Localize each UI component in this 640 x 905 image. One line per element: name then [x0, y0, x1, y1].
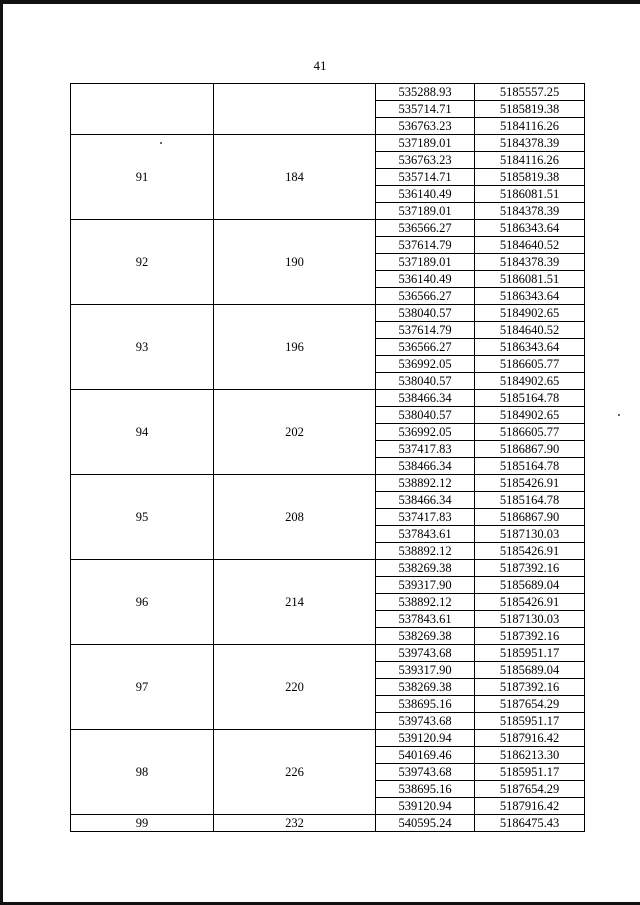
x-coordinate-cell: 538040.57	[376, 305, 475, 322]
group-value-cell: 232	[214, 815, 376, 832]
y-coordinate-cell: 5185951.17	[475, 713, 585, 730]
x-coordinate-cell: 537614.79	[376, 237, 475, 254]
x-coordinate-cell: 539120.94	[376, 798, 475, 815]
x-coordinate-cell: 538466.34	[376, 458, 475, 475]
y-coordinate-cell: 5186213.30	[475, 747, 585, 764]
group-number-cell: 98	[71, 730, 214, 815]
y-coordinate-cell: 5184378.39	[475, 135, 585, 152]
group-number-cell: 92	[71, 220, 214, 305]
table-row	[71, 815, 585, 832]
x-coordinate-cell: 537417.83	[376, 441, 475, 458]
x-coordinate-cell: 538695.16	[376, 781, 475, 798]
table-row	[71, 305, 585, 322]
x-coordinate-cell: 535288.93	[376, 84, 475, 101]
y-coordinate-cell: 5186081.51	[475, 271, 585, 288]
x-coordinate-cell: 539743.68	[376, 713, 475, 730]
x-coordinate-cell: 536763.23	[376, 118, 475, 135]
x-coordinate-cell: 537417.83	[376, 509, 475, 526]
x-coordinate-cell: 538040.57	[376, 407, 475, 424]
group-number-cell: 93	[71, 305, 214, 390]
y-coordinate-cell: 5187916.42	[475, 798, 585, 815]
group-value-cell	[214, 84, 376, 135]
y-coordinate-cell: 5184640.52	[475, 322, 585, 339]
table-row	[71, 84, 585, 101]
x-coordinate-cell: 539317.90	[376, 662, 475, 679]
scan-edge-top	[0, 0, 640, 4]
y-coordinate-cell: 5185951.17	[475, 645, 585, 662]
y-coordinate-cell: 5187654.29	[475, 781, 585, 798]
x-coordinate-cell: 539317.90	[376, 577, 475, 594]
x-coordinate-cell: 538892.12	[376, 594, 475, 611]
x-coordinate-cell: 540595.24	[376, 815, 475, 832]
y-coordinate-cell: 5184640.52	[475, 237, 585, 254]
x-coordinate-cell: 538892.12	[376, 475, 475, 492]
y-coordinate-cell: 5186867.90	[475, 441, 585, 458]
x-coordinate-cell: 537189.01	[376, 254, 475, 271]
y-coordinate-cell: 5184378.39	[475, 203, 585, 220]
group-number-cell: 91	[71, 135, 214, 220]
y-coordinate-cell: 5184902.65	[475, 407, 585, 424]
x-coordinate-cell: 536140.49	[376, 271, 475, 288]
y-coordinate-cell: 5184378.39	[475, 254, 585, 271]
x-coordinate-cell: 535714.71	[376, 101, 475, 118]
x-coordinate-cell: 538466.34	[376, 390, 475, 407]
group-number-cell: 95	[71, 475, 214, 560]
y-coordinate-cell: 5186081.51	[475, 186, 585, 203]
y-coordinate-cell: 5186343.64	[475, 339, 585, 356]
y-coordinate-cell: 5187130.03	[475, 526, 585, 543]
x-coordinate-cell: 537843.61	[376, 611, 475, 628]
scan-edge-left	[0, 0, 3, 905]
group-value-cell: 226	[214, 730, 376, 815]
x-coordinate-cell: 540169.46	[376, 747, 475, 764]
y-coordinate-cell: 5187916.42	[475, 730, 585, 747]
x-coordinate-cell: 538269.38	[376, 560, 475, 577]
group-number-cell: 96	[71, 560, 214, 645]
scan-speck	[618, 414, 620, 416]
y-coordinate-cell: 5184116.26	[475, 118, 585, 135]
y-coordinate-cell: 5185426.91	[475, 475, 585, 492]
coordinates-table	[70, 83, 585, 832]
y-coordinate-cell: 5184902.65	[475, 373, 585, 390]
x-coordinate-cell: 538695.16	[376, 696, 475, 713]
group-value-cell: 196	[214, 305, 376, 390]
x-coordinate-cell: 538040.57	[376, 373, 475, 390]
y-coordinate-cell: 5186343.64	[475, 220, 585, 237]
x-coordinate-cell: 536566.27	[376, 220, 475, 237]
x-coordinate-cell: 538892.12	[376, 543, 475, 560]
x-coordinate-cell: 538269.38	[376, 628, 475, 645]
table-row	[71, 390, 585, 407]
x-coordinate-cell: 537614.79	[376, 322, 475, 339]
y-coordinate-cell: 5185951.17	[475, 764, 585, 781]
group-value-cell: 214	[214, 560, 376, 645]
x-coordinate-cell: 538466.34	[376, 492, 475, 509]
x-coordinate-cell: 536566.27	[376, 288, 475, 305]
y-coordinate-cell: 5186605.77	[475, 424, 585, 441]
table-row	[71, 220, 585, 237]
x-coordinate-cell: 536140.49	[376, 186, 475, 203]
y-coordinate-cell: 5185819.38	[475, 169, 585, 186]
table-row	[71, 645, 585, 662]
y-coordinate-cell: 5186343.64	[475, 288, 585, 305]
group-value-cell: 208	[214, 475, 376, 560]
page-number: 41	[313, 58, 327, 73]
x-coordinate-cell: 539743.68	[376, 645, 475, 662]
y-coordinate-cell: 5187654.29	[475, 696, 585, 713]
y-coordinate-cell: 5185164.78	[475, 390, 585, 407]
x-coordinate-cell: 537189.01	[376, 135, 475, 152]
table-row	[71, 730, 585, 747]
group-number-cell: 94	[71, 390, 214, 475]
table-row	[71, 135, 585, 152]
y-coordinate-cell: 5187392.16	[475, 628, 585, 645]
y-coordinate-cell: 5185426.91	[475, 543, 585, 560]
group-number-cell	[71, 84, 214, 135]
y-coordinate-cell: 5187130.03	[475, 611, 585, 628]
x-coordinate-cell: 535714.71	[376, 169, 475, 186]
y-coordinate-cell: 5187392.16	[475, 560, 585, 577]
x-coordinate-cell: 537189.01	[376, 203, 475, 220]
y-coordinate-cell: 5185164.78	[475, 492, 585, 509]
y-coordinate-cell: 5186867.90	[475, 509, 585, 526]
x-coordinate-cell: 536992.05	[376, 356, 475, 373]
y-coordinate-cell: 5185426.91	[475, 594, 585, 611]
group-value-cell: 184	[214, 135, 376, 220]
group-value-cell: 190	[214, 220, 376, 305]
x-coordinate-cell: 536566.27	[376, 339, 475, 356]
y-coordinate-cell: 5185819.38	[475, 101, 585, 118]
table-row	[71, 560, 585, 577]
group-value-cell: 202	[214, 390, 376, 475]
y-coordinate-cell: 5185164.78	[475, 458, 585, 475]
y-coordinate-cell: 5185689.04	[475, 577, 585, 594]
x-coordinate-cell: 536992.05	[376, 424, 475, 441]
x-coordinate-cell: 539743.68	[376, 764, 475, 781]
x-coordinate-cell: 539120.94	[376, 730, 475, 747]
x-coordinate-cell: 537843.61	[376, 526, 475, 543]
group-number-cell: 99	[71, 815, 214, 832]
x-coordinate-cell: 536763.23	[376, 152, 475, 169]
table-row	[71, 475, 585, 492]
coordinates-table-body	[71, 84, 585, 832]
y-coordinate-cell: 5184116.26	[475, 152, 585, 169]
y-coordinate-cell: 5185689.04	[475, 662, 585, 679]
y-coordinate-cell: 5187392.16	[475, 679, 585, 696]
group-number-cell: 97	[71, 645, 214, 730]
y-coordinate-cell: 5185557.25	[475, 84, 585, 101]
x-coordinate-cell: 538269.38	[376, 679, 475, 696]
group-value-cell: 220	[214, 645, 376, 730]
y-coordinate-cell: 5186475.43	[475, 815, 585, 832]
y-coordinate-cell: 5184902.65	[475, 305, 585, 322]
y-coordinate-cell: 5186605.77	[475, 356, 585, 373]
